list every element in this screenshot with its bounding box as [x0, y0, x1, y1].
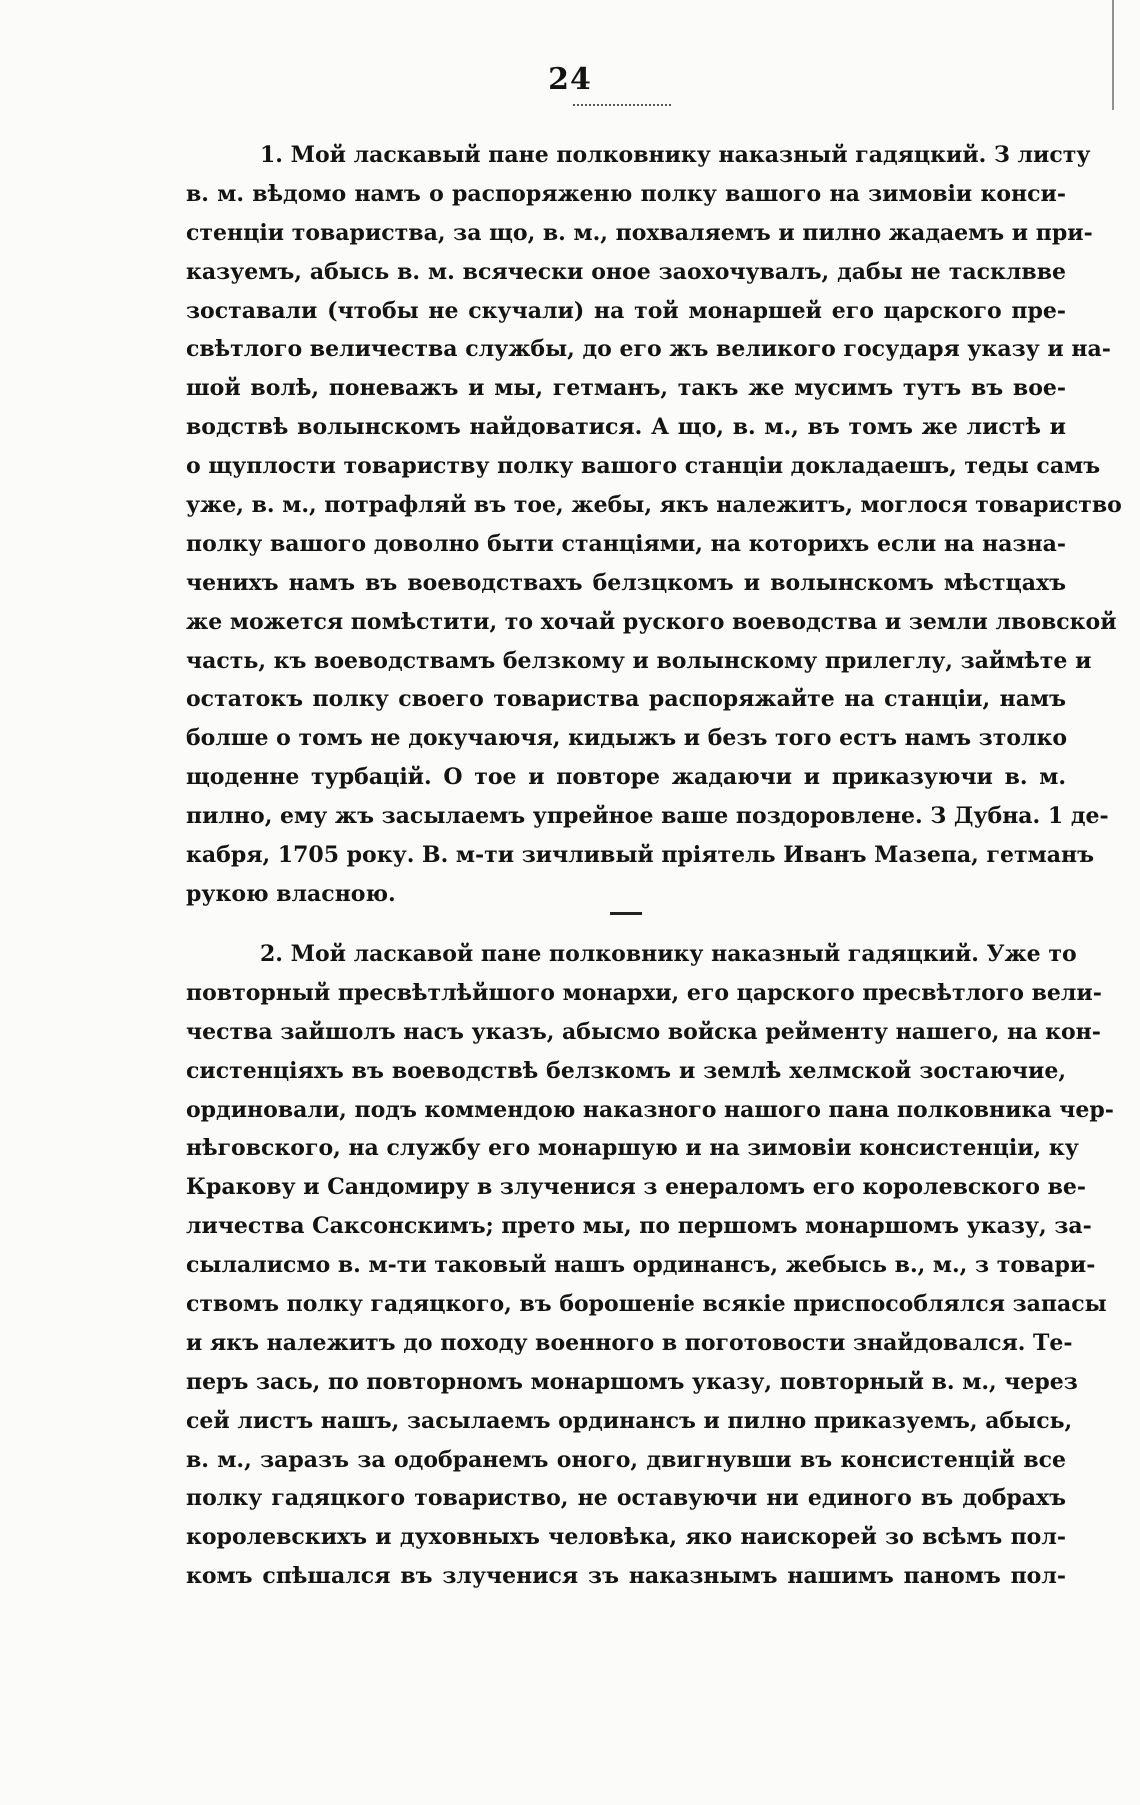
- paragraph-line: ординовали, подъ коммендою наказного нашого пана полковника чер-: [186, 1096, 1114, 1123]
- page-number-rule: [573, 104, 671, 106]
- paragraph-line: кабря, 1705 року. В. м-ти зичливый пріятель Иванъ Мазепа, гетманъ: [186, 842, 1094, 869]
- paragraph-line: болше о томъ не докучаючя, кидыжъ и безъ того естъ намъ зтолко: [186, 725, 1068, 752]
- paragraph-line: свѣтлого величества службы, до его жъ великого государя указу и на-: [186, 336, 1111, 363]
- letter-paragraph-2: [186, 935, 1114, 1596]
- paragraph-line: личества Саксонскимъ; прето мы, по першомъ монаршомъ указу, за-: [186, 1213, 1092, 1240]
- paragraph-line: королевскихъ и духовныхъ человѣка, яко наискорей зо всѣмъ пол-: [186, 1524, 1066, 1551]
- paragraph-line: повторный пресвѣтлѣйшого монархи, его царского пресвѣтлого вели-: [186, 979, 1102, 1006]
- paragraph-line: 1. Мой ласкавый пане полковнику наказный гадяцкий. З листу: [260, 142, 1091, 168]
- paragraph-line: о щуплости товариству полку вашого станціи докладаешъ, теды самъ: [186, 453, 1101, 480]
- paragraph-line: щоденне турбацій. О тое и повторе жадаючи и приказуючи в. м.: [186, 764, 1066, 791]
- paragraph-line: стенціи товариства, за що, в. м., похваляемъ и пилно жадаемъ и при-: [186, 219, 1093, 246]
- paragraph-line: пилно, ему жъ засылаемъ упрейное ваше поздоровлене. З Дубна. 1 де-: [186, 803, 1109, 830]
- paragraph-line: шой волѣ, поневажъ и мы, гетманъ, такъ же мусимъ тутъ въ вое-: [186, 375, 1066, 402]
- paragraph-line: 2. Мой ласкавой пане полковнику наказный гадяцкий. Уже то: [260, 941, 1077, 967]
- paragraph-line: систенціяхъ въ воеводствѣ белзкомъ и землѣ хелмской зостаючие,: [186, 1057, 1066, 1084]
- paragraph-line: Кракову и Сандомиру в злученися з енераломъ его королевского ве-: [186, 1174, 1087, 1201]
- paragraph-line: уже, в. м., потрафляй въ тое, жебы, якъ належитъ, моглося товариство: [186, 492, 1122, 519]
- paragraph-line: водствѣ волынскомъ найдоватися. А що, в. м., въ томъ же листѣ и: [186, 414, 1066, 441]
- letter-paragraph-1: [186, 136, 1122, 914]
- paragraph-line: ченихъ намъ въ воеводствахъ белзцкомъ и волынскомъ мѣстцахъ: [186, 569, 1066, 596]
- paragraph-line: казуемъ, абысь в. м. всячески оное заохочувалъ, дабы не тасклвве: [186, 258, 1066, 285]
- paragraph-line: полку гадяцкого товариство, не оставуючи ни единого въ добрахъ: [186, 1485, 1066, 1512]
- paragraph-line: часть, къ воеводствамъ белзкому и волынскому прилеглу, займѣте и: [186, 647, 1092, 674]
- paragraph-line: зоставали (чтобы не скучали) на той монаршей его царского пре-: [186, 297, 1066, 324]
- paragraph-line: чества зайшолъ насъ указъ, абысмо войска рейменту нашего, на кон-: [186, 1018, 1101, 1045]
- paragraph-line: нѣговского, на службу его монаршую и на зимовіи консистенціи, ку: [186, 1135, 1079, 1162]
- paragraph-line: в. м., заразъ за одобранемъ оного, двигнувши въ консистенцій все: [186, 1446, 1066, 1473]
- paragraph-line: сей листъ нашъ, засылаемъ ординансъ и пилно приказуемъ, абысь,: [186, 1407, 1073, 1434]
- page-number: 24: [548, 62, 592, 97]
- paragraph-line: же можется помѣстити, то хочай руского воеводства и земли лвовской: [186, 608, 1117, 635]
- paragraph-line: рукою власною.: [186, 880, 396, 907]
- paragraph-line: комъ спѣшался въ злученися зъ наказнымъ нашимъ паномъ пол-: [186, 1563, 1066, 1590]
- paragraph-line: перъ зась, по повторномъ монаршомъ указу, повторный в. м., через: [186, 1368, 1078, 1395]
- paragraph-line: и якъ належитъ до походу военного в поготовости знайдовался. Те-: [186, 1329, 1073, 1356]
- paragraph-line: в. м. вѣдомо намъ о распоряженю полку вашого на зимовіи конси-: [186, 180, 1066, 207]
- paragraph-line: сылалисмо в. м-ти таковый нашъ ординансъ, жебысь в., м., з товари-: [186, 1252, 1096, 1279]
- section-separator: [610, 912, 642, 915]
- paragraph-line: ствомъ полку гадяцкого, въ борошеніе всякіе приспособлялся запасы: [186, 1291, 1107, 1318]
- paragraph-line: полку вашого доволно быти станціями, на которихъ если на назна-: [186, 530, 1066, 557]
- paragraph-line: остатокъ полку своего товариства распоряжайте на станціи, намъ: [186, 686, 1066, 713]
